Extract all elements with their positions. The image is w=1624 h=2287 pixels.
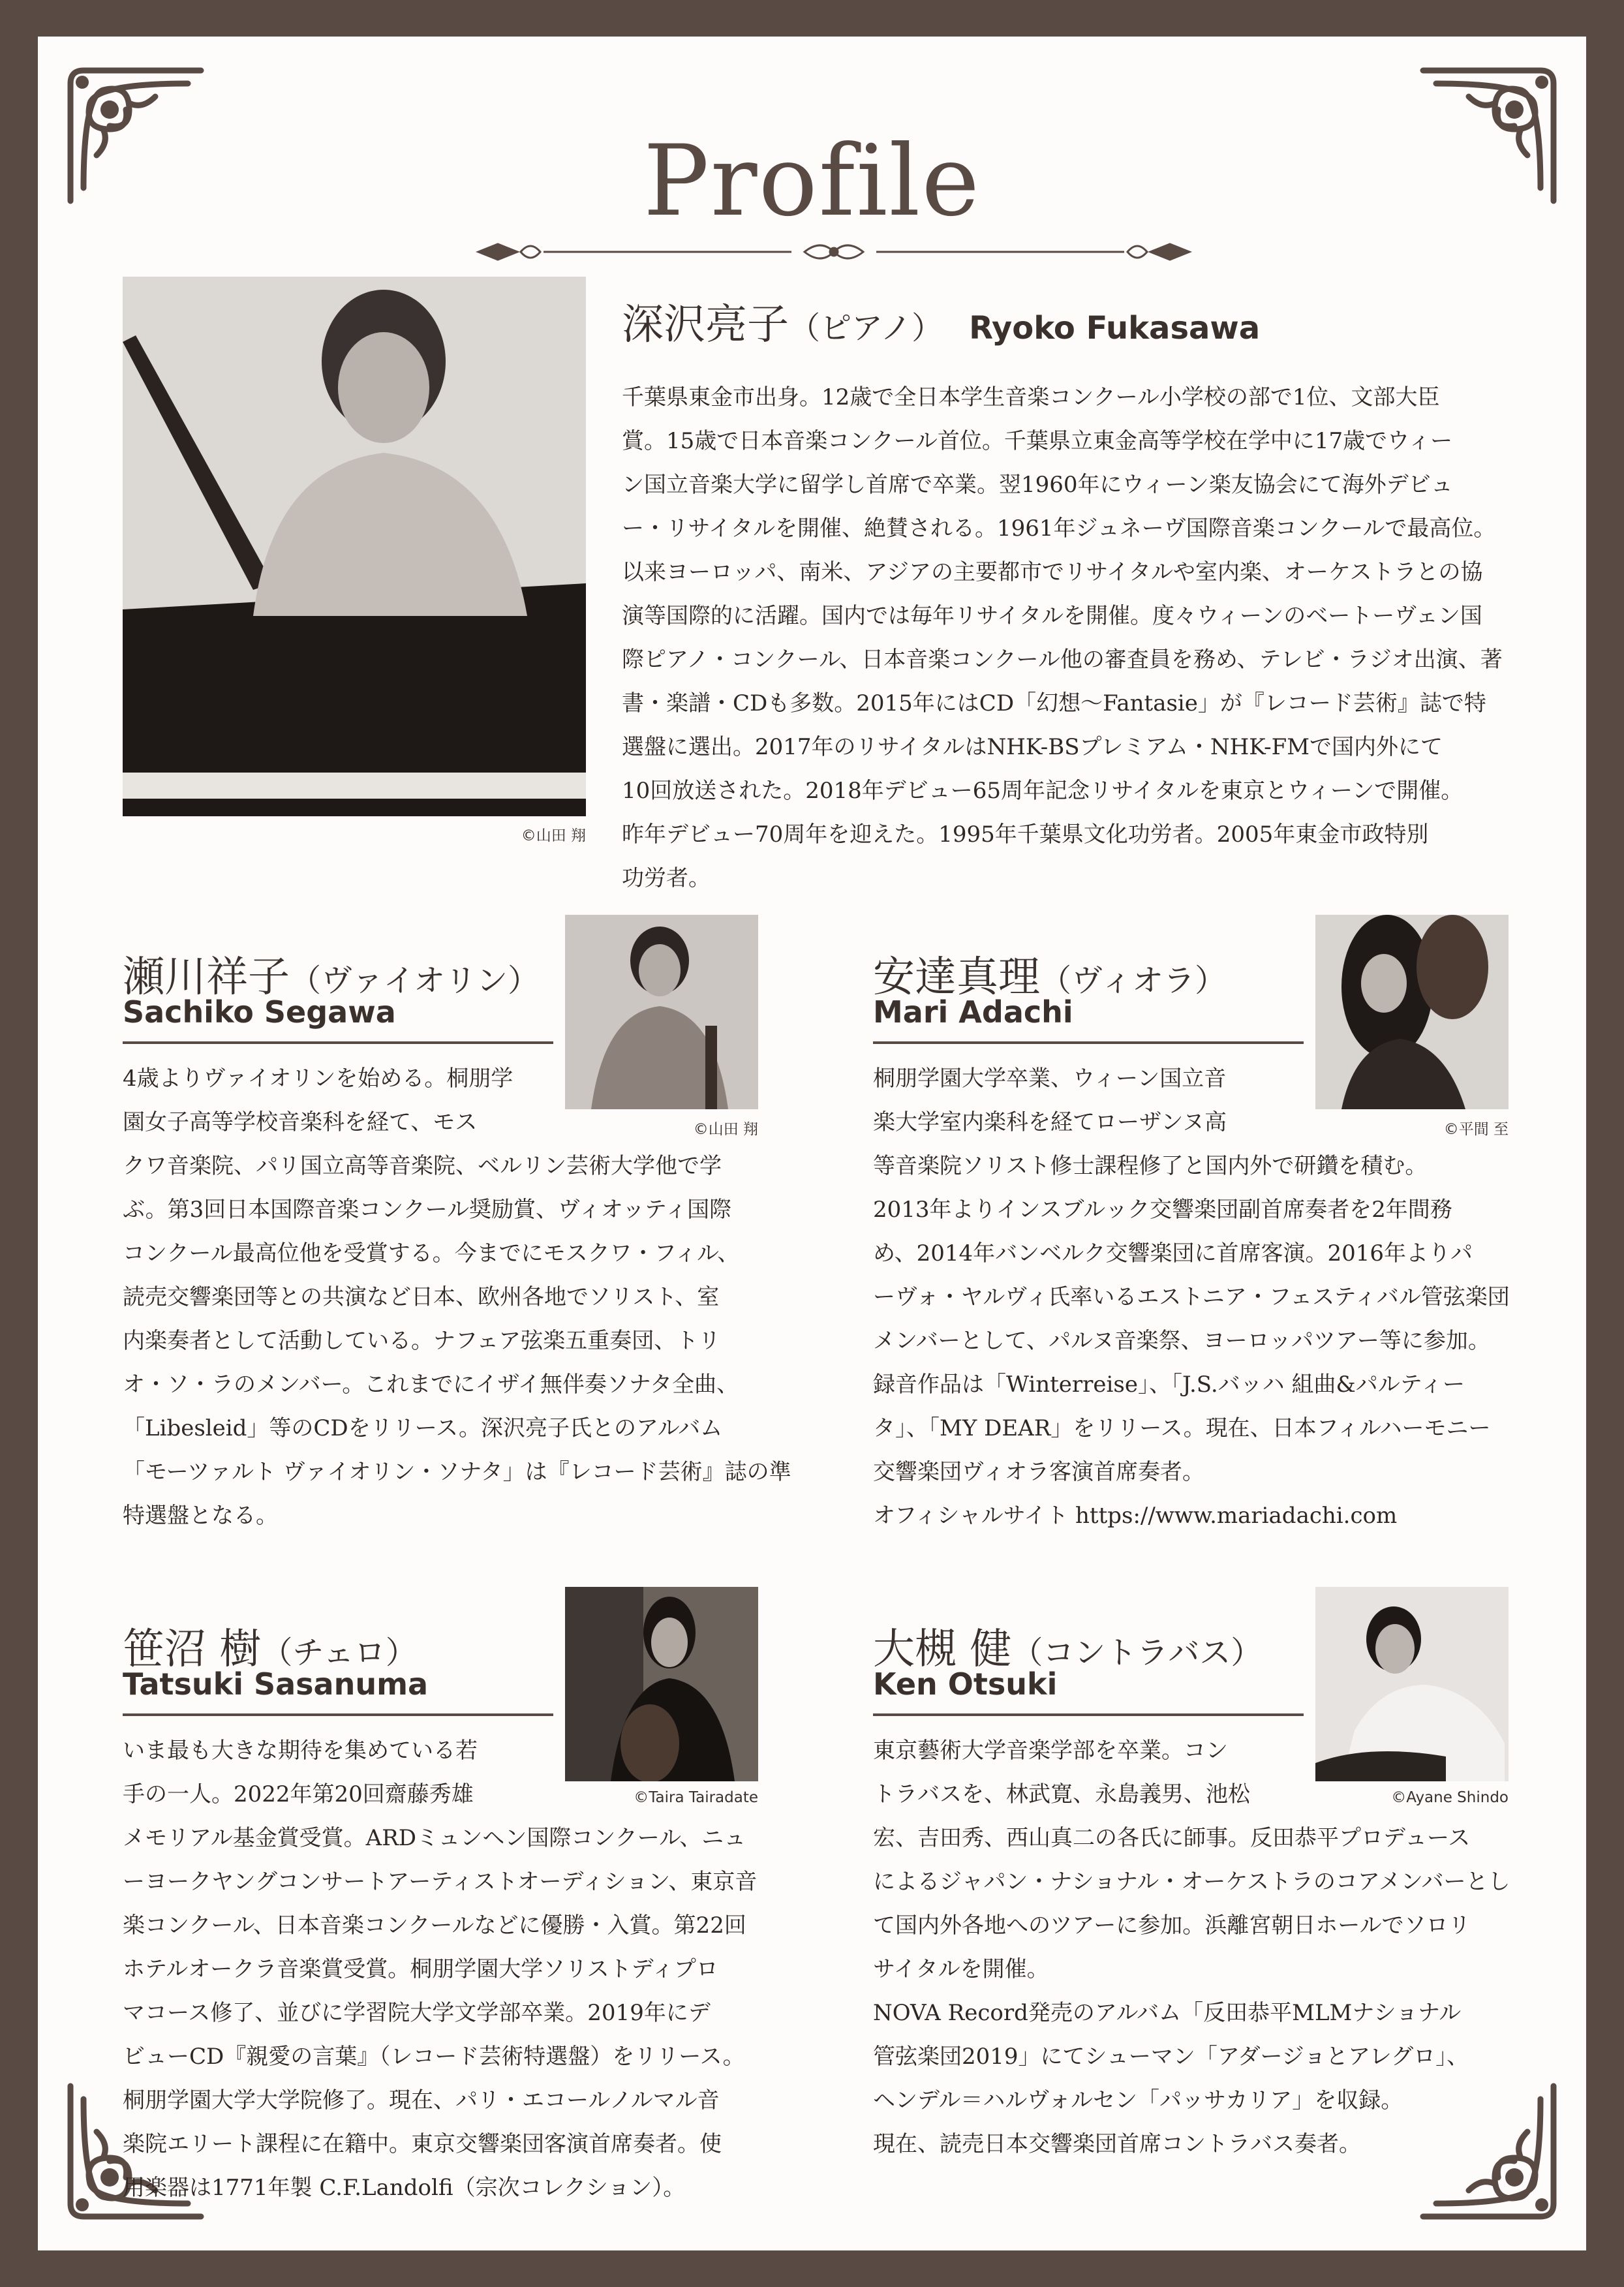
photo-credit: ©山田 翔 — [521, 827, 586, 844]
bio-line: いま最も大きな期待を集めている若 — [123, 1738, 478, 1764]
bio-line: 内楽奏者として活動している。ナフェア弦楽五重奏団、トリ — [123, 1328, 721, 1354]
bio-line: 交響楽団ヴィオラ客演首席奏者。 — [873, 1459, 1204, 1485]
bio-line: 特選盤となる。 — [123, 1503, 278, 1529]
bio-line: オ・ソ・ラのメンバー。これまでにイザイ無伴奏ソナタ全曲、 — [123, 1372, 739, 1398]
bio-line: ヘンデル＝ハルヴォルセン「パッサカリア」を収録。 — [873, 2087, 1403, 2113]
bio-line: サイタルを開催。 — [873, 1956, 1049, 1982]
fukasawa-name — [622, 291, 1260, 351]
bio-line: によるジャパン・ナショナル・オーケストラのコアメンバーとし — [873, 1869, 1510, 1895]
bio-line: オフィシャルサイト https://www.mariadachi.com — [873, 1503, 1398, 1529]
bio-line: NOVA Record発売のアルバム「反田恭平MLMナショナル — [873, 2000, 1462, 2026]
segawa-bio — [123, 1057, 791, 1538]
page-title: Profile — [643, 125, 981, 238]
bio-line: 千葉県東金市出身。12歳で全日本学生音楽コンクール小学校の部で1位、文部大臣 — [622, 384, 1440, 410]
photo-credit: ©山田 翔 — [693, 1121, 758, 1138]
bio-line: 宏、吉田秀、西山真二の各氏に師事。反田恭平プロデュース — [873, 1825, 1471, 1851]
name-underline — [123, 1713, 553, 1716]
bio-line: 賞。15歳で日本音楽コンクール首位。千葉県立東金高等学校在学中に17歳でウィー — [622, 428, 1453, 454]
bio-line: 書・楽譜・CDも多数。2015年にはCD「幻想〜Fantasie」が『レコード芸術』誌で特 — [622, 690, 1486, 716]
bio-line: クワ音楽院、パリ国立高等音楽院、ベルリン芸術大学他で学 — [123, 1153, 722, 1179]
bio-line: 園女子高等学校音楽科を経て、モス — [123, 1109, 478, 1135]
bio-line: 楽大学室内楽科を経てローザンヌ高 — [873, 1109, 1227, 1135]
bio-line: マコース修了、並びに学習院大学文学部卒業。2019年にデ — [123, 2000, 711, 2026]
bio-line: 手の一人。2022年第20回齋藤秀雄 — [123, 1781, 474, 1807]
instrument: （ヴァイオリン） — [290, 962, 540, 999]
bio-line: ホテルオークラ音楽賞受賞。桐朋学園大学ソリストディプロ — [123, 1956, 718, 1982]
fukasawa-bio — [622, 376, 1561, 900]
bio-line: 演等国際的に活躍。国内では毎年リサイタルを開催。度々ウィーンのベートーヴェン国 — [622, 603, 1482, 629]
fukasawa-photo — [123, 277, 586, 816]
name-ja: 安達真理 — [873, 953, 1040, 1002]
bio-line: 昨年デビュー70周年を迎えた。1995年千葉県文化功労者。2005年東金市政特別 — [622, 821, 1429, 848]
photo-credit: ©Ayane Shindo — [1391, 1789, 1509, 1806]
bio-line: 読売交響楽団等との共演など日本、欧州各地でソリスト、室 — [123, 1284, 720, 1310]
name-ja: 瀬川祥子 — [123, 953, 290, 1002]
instrument: （コントラバス） — [1011, 1635, 1263, 1671]
bio-line: 桐朋学園大学卒業、ウィーン国立音 — [873, 1066, 1227, 1092]
bio-line: タ」、「MY DEAR」をリリース。現在、日本フィルハーモニー — [873, 1415, 1491, 1441]
bio-line: 東京藝術大学音楽学部を卒業。コン — [873, 1738, 1228, 1764]
photo-credit: ©Taira Tairadate — [634, 1789, 758, 1806]
bio-line: 現在、読売日本交響楽団首席コントラバス奏者。 — [873, 2131, 1361, 2157]
bio-line: 録音作品は「Winterreise」、「J.S.バッハ 組曲&パルティー — [873, 1372, 1465, 1398]
bio-line: 際ピアノ・コンクール、日本音楽コンクール他の審査員を務め、テレビ・ラジオ出演、著 — [622, 647, 1503, 673]
instrument: （ピアノ） — [789, 310, 943, 346]
bio-line: て国内外各地へのツアーに参加。浜離宮朝日ホールでソロリ — [873, 1912, 1471, 1939]
page-panel — [38, 37, 1586, 2250]
bio-line: ーヨークヤングコンサートアーティストオーディション、東京音 — [123, 1869, 758, 1895]
bio-line: 「モーツァルト ヴァイオリン・ソナタ」は『レコード芸術』誌の準 — [123, 1459, 791, 1485]
instrument: （ヴィオラ） — [1040, 962, 1227, 999]
bio-line: 選盤に選出。2017年のリサイタルはNHK-BSプレミアム・NHK-FMで国内外にて — [622, 734, 1443, 760]
otsuki-bio — [873, 1729, 1525, 2166]
title-divider — [465, 232, 1203, 271]
bio-line: 用楽器は1771年製 C.F.Landolfi（宗次コレクション）。 — [123, 2175, 686, 2201]
bio-line: メンバーとして、パルヌ音楽祭、ヨーロッパツアー等に参加。 — [873, 1328, 1490, 1354]
bio-line: 桐朋学園大学大学院修了。現在、パリ・エコールノルマル音 — [123, 2087, 720, 2113]
name-underline — [873, 1713, 1304, 1716]
bio-line: 楽院エリート課程に在籍中。東京交響楽団客演首席奏者。使 — [123, 2131, 722, 2157]
photo-credit: ©平間 至 — [1443, 1121, 1509, 1138]
bio-line: 以来ヨーロッパ、南米、アジアの主要都市でリサイタルや室内楽、オーケストラとの協 — [622, 559, 1483, 585]
name-en: Ryoko Fukasawa — [969, 310, 1261, 346]
adachi-bio — [873, 1057, 1525, 1538]
name-underline — [873, 1041, 1304, 1044]
sasanuma-name-en: Tatsuki Sasanuma — [123, 1666, 429, 1702]
bio-line: コンクール最高位他を受賞する。今までにモスクワ・フィル、 — [123, 1240, 740, 1266]
bio-line: トラバスを、林武寛、永島義男、池松 — [873, 1781, 1250, 1807]
bio-line: 楽コンクール、日本音楽コンクールなどに優勝・入賞。第22回 — [123, 1912, 746, 1939]
otsuki-name-en: Ken Otsuki — [873, 1666, 1058, 1702]
bio-line: 功労者。 — [622, 865, 711, 891]
instrument: （チェロ） — [261, 1635, 417, 1671]
name-ja: 深沢亮子 — [622, 301, 789, 349]
bio-line: ン国立音楽大学に留学し首席で卒業。翌1960年にウィーン楽友協会にて海外デビュ — [622, 472, 1453, 498]
name-ja: 大槻 健 — [873, 1625, 1012, 1674]
bio-line: め、2014年バンベルク交響楽団に首席客演。2016年よりパ — [873, 1240, 1473, 1266]
bio-line: 「Libesleid」等のCDをリリース。深沢亮子氏とのアルバム — [123, 1415, 723, 1441]
sasanuma-bio — [123, 1729, 775, 2210]
name-ja: 笹沼 樹 — [123, 1625, 262, 1674]
bio-line: ーヴォ・ヤルヴィ氏率いるエストニア・フェスティバル管弦楽団 — [873, 1284, 1510, 1310]
bio-line: 等音楽院ソリスト修士課程修了と国内外で研鑽を積む。 — [873, 1153, 1428, 1179]
bio-line: 10回放送された。2018年デビュー65周年記念リサイタルを東京とウィーンで開催。 — [622, 778, 1463, 804]
bio-line: ー・リサイタルを開催、絶賛される。1961年ジュネーヴ国際音楽コンクールで最高位。 — [622, 515, 1496, 542]
bio-line: 2013年よりインスブルック交響楽団副首席奏者を2年間務 — [873, 1197, 1452, 1223]
name-underline — [123, 1041, 553, 1044]
bio-line: 4歳よりヴァイオリンを始める。桐朋学 — [123, 1066, 513, 1092]
bio-line: ビューCD『親愛の言葉』（レコード芸術特選盤）をリリース。 — [123, 2044, 745, 2070]
bio-line: ぶ。第3回日本国際音楽コンクール奨励賞、ヴィオッティ国際 — [123, 1197, 732, 1223]
bio-line: メモリアル基金賞受賞。ARDミュンヘン国際コンクール、ニュ — [123, 1825, 746, 1851]
bio-line: 管弦楽団2019」にてシューマン「アダージョとアレグロ」、 — [873, 2044, 1469, 2070]
adachi-name-en: Mari Adachi — [873, 994, 1073, 1030]
segawa-name-en: Sachiko Segawa — [123, 994, 396, 1030]
